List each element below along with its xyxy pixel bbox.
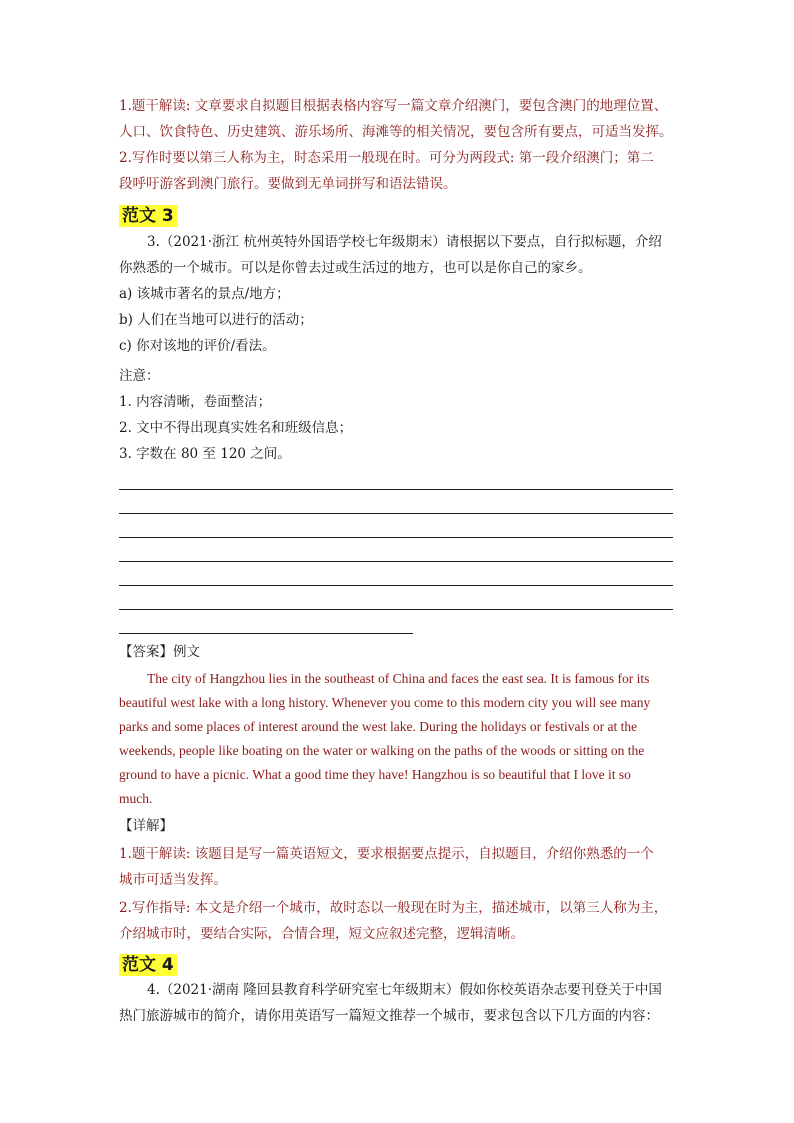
note-line: 段呼吁游客到澳门旅行。要做到无单词拼写和语法错误。 [119, 176, 457, 192]
answer-line [119, 537, 673, 538]
section-badge-3: 范文 3 [119, 205, 177, 227]
note-item: 3. 字数在 80 至 120 之间。 [119, 446, 291, 462]
note-item: 2. 文中不得出现真实姓名和班级信息； [119, 420, 353, 436]
answer-text: much. [119, 791, 153, 806]
answer-line [119, 633, 413, 634]
answer-text: ground to have a picnic. What a good time they have! Hangzhou is so beautiful that I love it so [119, 767, 631, 782]
detail-text: 介绍城市时，要结合实际，合情合理，短文应叙述完整，逻辑清晰。 [119, 926, 524, 942]
detail-text: 城市可适当发挥。 [119, 872, 227, 888]
note-title: 注意： [119, 368, 160, 384]
point-c: c) 你对该地的评价/看法。 [119, 338, 276, 354]
answer-line [119, 585, 673, 586]
point-b: b) 人们在当地可以进行的活动； [119, 312, 313, 328]
answer-text: beautiful west lake with a long history. Whenever you come to this modern city you will see many [119, 695, 651, 710]
note-item: 1. 内容清晰，卷面整洁； [119, 394, 272, 410]
section-badge-4: 范文 4 [119, 954, 177, 976]
answer-text: weekends, people like boating on the water or walking on the paths of the woods or sitting on the [119, 743, 645, 758]
point-a: a) 该城市著名的景点/地方； [119, 286, 290, 302]
note-line: 1.题干解读: 文章要求自拟题目根据表格内容写一篇文章介绍澳门，要包含澳门的地理位置、 [119, 98, 668, 114]
answer-text: parks and some places of interest around the west lake. During the holidays or festivals or at the [119, 719, 638, 734]
detail-label: 【详解】 [119, 818, 173, 834]
answer-line [119, 489, 673, 490]
detail-text: 1.题干解读: 该题目是写一篇英语短文，要求根据要点提示，自拟题目，介绍你熟悉的一个 [119, 846, 654, 862]
question-text: 热门旅游城市的简介，请你用英语写一篇短文推荐一个城市，要求包含以下几方面的内容： [119, 1008, 659, 1024]
note-line: 人口、饮食特色、历史建筑、游乐场所、海滩等的相关情况，要包含所有要点，可适当发挥。 [119, 124, 673, 140]
answer-line [119, 609, 673, 610]
answer-label: 【答案】例文 [119, 644, 200, 660]
answer-line [119, 513, 673, 514]
question-text: 你熟悉的一个城市。可以是你曾去过或生活过的地方，也可以是你自己的家乡。 [119, 260, 592, 276]
question-text: 3.（2021·浙江 杭州英特外国语学校七年级期末）请根据以下要点，自行拟标题，介绍 [147, 234, 662, 250]
answer-line [119, 561, 673, 562]
note-line: 2.写作时要以第三人称为主，时态采用一般现在时。可分为两段式: 第一段介绍澳门；第二 [119, 150, 654, 166]
detail-text: 2.写作指导: 本文是介绍一个城市，故时态以一般现在时为主，描述城市，以第三人称为主， [119, 900, 668, 916]
question-text: 4.（2021·湖南 隆回县教育科学研究室七年级期末）假如你校英语杂志要刊登关于中国 [147, 982, 662, 998]
answer-text: The city of Hangzhou lies in the southeast of China and faces the east sea. It is famous for its [147, 671, 650, 686]
